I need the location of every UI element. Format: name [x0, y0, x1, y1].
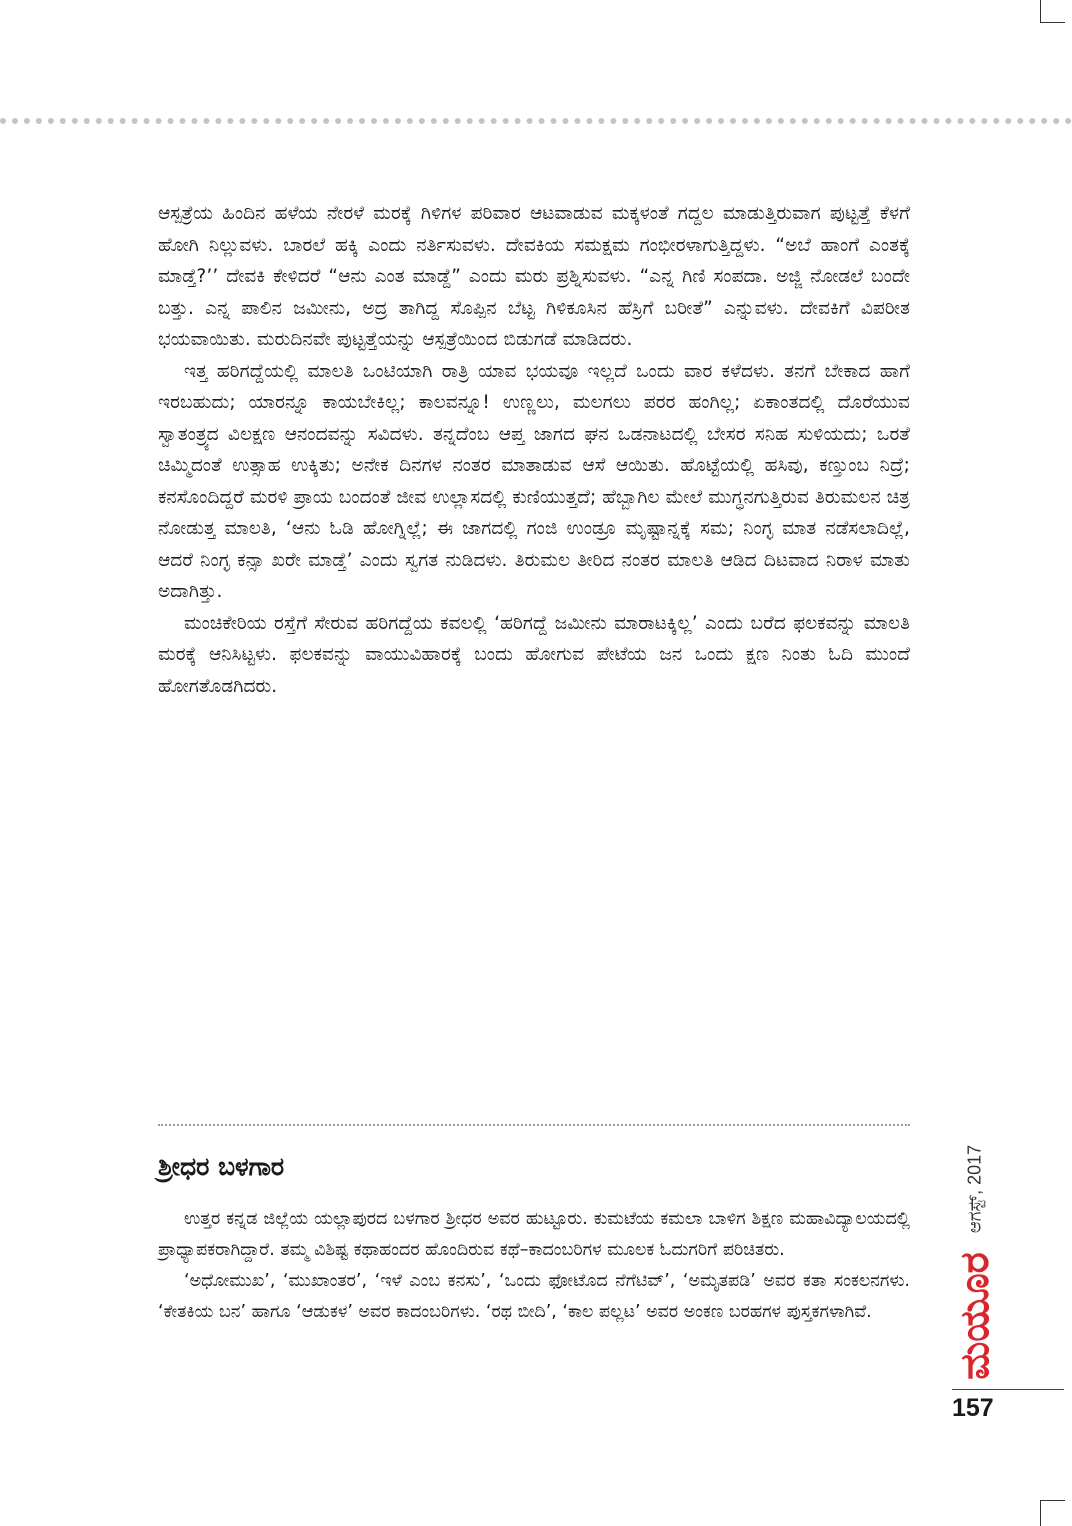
page-number: 157	[952, 1394, 994, 1422]
story-paragraph: ಇತ್ತ ಹರಿಗದ್ದೆಯಲ್ಲಿ ಮಾಲತಿ ಒಂಟಿಯಾಗಿ ರಾತ್ರಿ ಯಾವ ಭಯವೂ ಇಲ್ಲದೆ ಒಂದು ವಾರ ಕಳೆದಳು. ತನಗೆ ಬೇಕಾದ ಹಾಗೆ ಇರಬಹುದು; ಯಾರನ್ನೂ ಕಾಯಬೇಕಿಲ್ಲ; ಕಾಲವನ್ನೂ! ಉಣ್ಣಲು, ಮಲಗಲು ಪರರ ಹಂಗಿಲ್ಲ; ಏಕಾಂತದಲ್ಲಿ ದೊರೆಯುವ ಸ್ವಾತಂತ್ರ್ಯದ ವಿಲಕ್ಷಣ ಆನಂದವನ್ನು ಸವಿದಳು. ತನ್ನದೆಂಬ ಆಪ್ತ ಜಾಗದ ಘನ ಒಡನಾಟದಲ್ಲಿ ಬೇಸರ ಸನಿಹ ಸುಳಿಯದು; ಒರತೆ ಚಿಮ್ಮಿದಂತೆ ಉತ್ಸಾಹ ಉಕ್ಕಿತು; ಅನೇಕ ದಿನಗಳ ನಂತರ ಮಾತಾಡುವ ಆಸೆ ಆಯಿತು. ಹೊಟ್ಟೆಯಲ್ಲಿ ಹಸಿವು, ಕಣ್ತುಂಬ ನಿದ್ರೆ; ಕನಸೊಂದಿದ್ದರೆ ಮರಳಿ ಪ್ರಾಯ ಬಂದಂತೆ ಜೀವ ಉಲ್ಲಾಸದಲ್ಲಿ ಕುಣಿಯುತ್ತದೆ; ಹೆಬ್ಬಾಗಿಲ ಮೇಲೆ ಮುಗ್ಧನಗುತ್ತಿರುವ ತಿರುಮಲನ ಚಿತ್ರ ನೋಡುತ್ತ ಮಾಲತಿ, ‘ಆನು ಓಡಿ ಹೋಗ್ನಿಲ್ಲೆ; ಈ ಜಾಗದಲ್ಲಿ ಗಂಜಿ ಉಂಡ್ರೂ ಮೃಷ್ಟಾನ್ನಕ್ಕೆ ಸಮ; ನಿಂಗ್ಳ ಮಾತ ನಡೆಸಲಾದಿಲ್ಲೆ, ಆದರೆ ನಿಂಗ್ಳ ಕನ್ಸಾ ಖರೇ ಮಾಡ್ತೆ’ ಎಂದು ಸ್ವಗತ ನುಡಿದಳು. ತಿರುಮಲ ತೀರಿದ ನಂತರ ಮಾಲತಿ ಆಡಿದ ದಿಟವಾದ ನಿರಾಳ ಮಾತು ಅದಾಗಿತ್ತು.	[158, 360, 910, 602]
issue-date	[950, 1128, 1000, 1250]
crop-mark-bottom-right	[1040, 1500, 1065, 1526]
author-bio-paragraph: ‘ಅಧೋಮುಖ’, ‘ಮುಖಾಂತರ’, ‘ಇಳೆ ಎಂಬ ಕನಸು’, ‘ಒಂದು ಫೋಟೊದ ನೆಗೆಟಿವ್’, ‘ಅಮೃತಪಡಿ’ ಅವರ ಕತಾ ಸಂಕಲನಗಳು. ‘ಕೇತಕಿಯ ಬನ’ ಹಾಗೂ ‘ಆಡುಕಳ’ ಅವರ ಕಾದಂಬರಿಗಳು. ‘ರಥ ಬೀದಿ’, ‘ಕಾಲ ಪಲ್ಲಟ’ ಅವರ ಅಂಕಣ ಬರಹಗಳ ಪುಸ್ತಕಗಳಾಗಿವೆ.	[158, 1271, 910, 1322]
story-text	[158, 198, 910, 702]
page-number-rule	[952, 1389, 1064, 1390]
story-paragraph: ಮಂಚಿಕೇರಿಯ ರಸ್ತೆಗೆ ಸೇರುವ ಹರಿಗದ್ದೆಯ ಕವಲಲ್ಲಿ ‘ಹರಿಗದ್ದೆ ಜಮೀನು ಮಾರಾಟಕ್ಕಿಲ್ಲ’ ಎಂದು ಬರೆದ ಫಲಕವನ್ನು ಮಾಲತಿ ಮರಕ್ಕೆ ಆನಿಸಿಟ್ಟಳು. ಫಲಕವನ್ನು ವಾಯುವಿಹಾರಕ್ಕೆ ಬಂದು ಹೋಗುವ ಪೇಟೆಯ ಜನ ಒಂದು ಕ್ಷಣ ನಿಂತು ಓದಿ ಮುಂದೆ ಹೋಗತೊಡಗಿದರು.	[158, 612, 910, 697]
author-section-divider	[158, 1124, 910, 1126]
top-dotted-divider	[0, 118, 1072, 124]
magazine-sidebar	[950, 1128, 1000, 1378]
magazine-logo-text: ಮಯೂರ	[952, 1252, 998, 1380]
author-bio	[158, 1204, 910, 1328]
crop-mark-top-right	[1040, 0, 1065, 23]
issue-date-text: ಆಗಸ್ಟ್, 2017	[964, 1144, 985, 1234]
author-name: ಶ್ರೀಧರ ಬಳಗಾರ	[158, 1152, 285, 1181]
story-paragraph: ಆಸ್ಪತ್ರೆಯ ಹಿಂದಿನ ಹಳೆಯ ನೇರಳೆ ಮರಕ್ಕೆ ಗಿಳಿಗಳ ಪರಿವಾರ ಆಟವಾಡುವ ಮಕ್ಕಳಂತೆ ಗದ್ದಲ ಮಾಡುತ್ತಿರುವಾಗ ಪುಟ್ಟತ್ತೆ ಕೆಳಗೆ ಹೋಗಿ ನಿಲ್ಲುವಳು. ಬಾರಲೆ ಹಕ್ಕಿ ಎಂದು ನರ್ತಿಸುವಳು. ದೇವಕಿಯ ಸಮಕ್ಷಮ ಗಂಭೀರಳಾಗುತ್ತಿದ್ದಳು. “ಅಬೆ ಹಾಂಗೆ ಎಂತಕ್ಕೆ ಮಾಡ್ತೆ?’’ ದೇವಕಿ ಕೇಳಿದರೆ “ಆನು ಎಂತ ಮಾಡ್ದೆ” ಎಂದು ಮರು ಪ್ರಶ್ನಿಸುವಳು. “ಎನ್ನ ಗಿಣಿ ಸಂಪದಾ. ಅಜ್ಜಿ ನೋಡಲೆ ಬಂದೇ ಬತ್ತು. ಎನ್ನ ಪಾಲಿನ ಜಮೀನು, ಅದ್ರ ತಾಗಿದ್ದ ಸೊಪ್ಪಿನ ಬೆಟ್ಟ ಗಿಳಿಕೂಸಿನ ಹೆಸ್ರಿಗೆ ಬರೀತೆ” ಎನ್ನುವಳು. ದೇವಕಿಗೆ ವಿಪರೀತ ಭಯವಾಯಿತು. ಮರುದಿನವೇ ಪುಟ್ಟತ್ತೆಯನ್ನು ಆಸ್ಪತ್ರೆಯಿಂದ ಬಿಡುಗಡೆ ಮಾಡಿದರು.	[158, 203, 910, 350]
magazine-logo	[950, 1250, 1000, 1382]
author-bio-paragraph: ಉತ್ತರ ಕನ್ನಡ ಜಿಲ್ಲೆಯ ಯಲ್ಲಾಪುರದ ಬಳಗಾರ ಶ್ರೀಧರ ಅವರ ಹುಟ್ಟೂರು. ಕುಮಟೆಯ ಕಮಲಾ ಬಾಳಿಗ ಶಿಕ್ಷಣ ಮಹಾವಿದ್ಯಾಲಯದಲ್ಲಿ ಪ್ರಾಧ್ಯಾಪಕರಾಗಿದ್ದಾರೆ. ತಮ್ಮ ವಿಶಿಷ್ಟ ಕಥಾಹಂದರ ಹೊಂದಿರುವ ಕಥೆ–ಕಾದಂಬರಿಗಳ ಮೂಲಕ ಓದುಗರಿಗೆ ಪರಿಚಿತರು.	[158, 1209, 910, 1260]
